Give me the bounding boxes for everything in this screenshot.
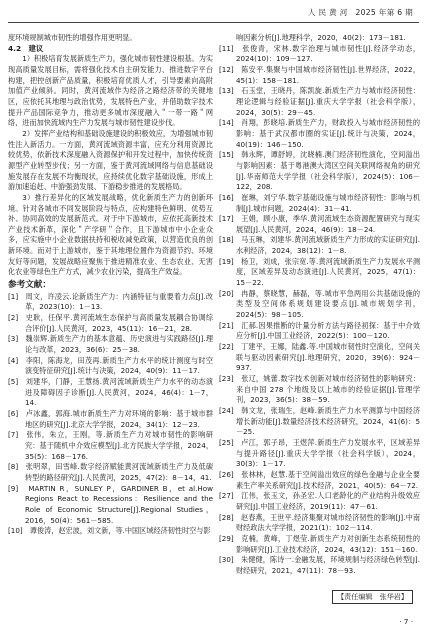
reference-item: [23] 张辽，姚蕾.数字技术创新对城市经济韧性的影响研究：来自中国 278 个地级及以上城市的经验证据[J].管理学刊，2023，36(5)：38－59.: [219, 374, 420, 405]
reference-item: [26] 张林林，赵慧.基于空间溢出效应的绿色金融与企业全要素生产率关系研究[J].技术经济，2021，40(5)：64－72.: [219, 469, 420, 490]
journal-header: 人 民 黄 河 2025 年第 6 期: [307, 8, 413, 17]
reference-item: [8] 张明翠，田雪峰.数字经济赋能黄河流域新质生产力及低碳转型的路径研究[J].人民黄河，2025，47(2)：8－14，41.: [8, 462, 213, 482]
reference-item: [21] 汇郝.因果推断的计量分析方法与路径初探：基于中介效应分析[J].中国工业经济，2022(5)：100－120.: [219, 320, 420, 341]
reference-item: [15] 韩永辉，谭舒婷，沈晓楠.澳门经济韧性演化，空间溢出与影响因素：基于粤港澳大湾区空间关联网络视角的研究[J].华南师范大学学报（社会科学版），2024(5)：106－122，208.: [219, 150, 420, 192]
suggestion-paragraph-3: 3）推行差异化的区域发展战略，优化新质生产力的创新环境。针对各城市不同发展阶段与特点，应构建特色鲜明、优势互补、协同高效的发展新范式。对于中下游城市，应依托高新技术产业技术新革，深化＂产学研＂合作，且下游城市中小企业众多，应实施中小企业数据扶持和税收减免政策，以营造优良的创新环境。而对于上游城市，鉴于其地理位置作为资源节约、环境友好等问题，发展战略应聚焦于推进精准农业、生态农业、无害化农业等绿色生产方式，减少农业污染，提高生产效益。: [8, 192, 213, 277]
reference-item: [18] 马玉琳，刘建华.黄河流域新质生产力形成的实证研究[J].水利经济，2024，38(12)：1－8.: [219, 235, 420, 256]
reference-item: [6] 卢冰鑫，郭海.城市新质生产力对环境的影响：基于城市群地区的研究[J].北京大学学报，2024，34(1)：12－23.: [8, 408, 213, 429]
reference-item: [16] 崔琳，刘宁华.数字基础设施与城市经济韧性：影响与机制[J].城市问题，2024(4)：31－41.: [219, 192, 420, 213]
reference-continuation: 响因素分析[J].地理科学，2020，40(2)：173－181.: [236, 33, 406, 42]
reference-item: [19] 杨卫，刘成，张宗宽.等.黄河流域新质生产力发展水平测度，区域差异及动态演进[J].人民黄河，2025，47(1)：15－22.: [219, 256, 420, 288]
reference-item: [24] 韩文龙，张瑞生，赵峰.新质生产力水平测算与中国经济增长新动能[J].数量经济技术经济研究，2024，41(6)：5－25.: [219, 405, 420, 437]
reference-item: [29] 克楠，黄峰，丁煜莹.新质生产力对创新生态系统韧性的影响研究[J].工业技术经济，2024，43(12)：151－160.: [219, 533, 420, 554]
reference-item: [2] 史耿，任保平.黄河流域生态保护与高质量发展耦合协调综合评价[J].人民黄河，2023，45(11)：16－21，28.: [8, 313, 213, 333]
right-column: [219, 33, 420, 576]
reference-item: [3] 魏崇辉.新质生产力的基本意蕴、历史演进与实践路径[J].理论与改革，2023，36(6)：25－38.: [8, 334, 213, 355]
page-number: · 7 ·: [399, 617, 413, 626]
editor-credit: 【责任编辑 张华岩】: [332, 590, 413, 604]
reference-item: [9] MARTIN R，SUNLEY P，GARDINER B，et al.How Regions React to Recessions：Resilience and the Role of Economic Structure[J].Regional Studies，2016，50(4)：561－585.: [8, 483, 213, 525]
reference-item: [17] 王娟，顾小康，季华.黄河流域生态资源配置研究与现实展望[J].人民黄河，2024，46(9)：18－24.: [219, 214, 420, 234]
reference-item: [25] 卢江，郭子昂，王煜萍.新质生产力发展水平，区域差异与提升路径[J].重庆大学学报（社会科学版），2024，30(3)：1－17.: [219, 437, 420, 469]
reference-item: [1] 周文，许凌云.论新质生产力：内涵特征与重要着力点[J].改革，2023(10)：1－13.: [8, 291, 213, 312]
reference-item: [12] 陈安平.集聚与中国城市经济韧性[J].世界经济，2022，45(1)：158－181.: [219, 64, 420, 85]
reference-item: [30] 朱健健，陈诗一.金融发展，环境规制与经济绿色转型[J].财经研究，2021，47(11)：78－93.: [219, 555, 420, 575]
reference-item: [20] 冉静，蔡晓慧，赫磊，等.城市平急两用公共基础设施的类型及空间体系规划建设要点[J].城市规划学刊，2024(5)：98－105.: [219, 288, 420, 320]
references-heading: 参考文献：: [8, 280, 51, 291]
reference-item: [4] 李阳，陈海龙，田茂再.新质生产力水平的统计测度与时空演变特征研究[J].统计与决策，2024，40(9)：11－17.: [8, 355, 213, 376]
left-column: [8, 33, 213, 537]
reference-item: [5] 刘建华，门静，王慧扬.黄河流域新质生产力水平的动态演进及障碍因子诊断[J].人民黄河，2024，46(4)：1－7，14.: [8, 377, 213, 408]
reference-item: [7] 张伟，朱立，王刚，等.新质生产力对城市韧性的影响研究：基于随机中介效应模型[J].北方民族大学学报，2024，35(5)：168－176.: [8, 430, 213, 461]
reference-item: [27] 江伟，张玉文，孙圣宏.人口老龄化的产业结构升级效应研究[J].中国工业经济，2019(11)：47－61.: [219, 491, 420, 511]
reference-item: [10] 谭俊涛，赵宏波，刘文新，等.中国区域经济韧性时空与影: [8, 526, 211, 536]
reference-item: [13] 石玉堂，王晓丹，陈凯旋.新质生产力与城市经济韧性：理论逻辑与经验证据[J].重庆大学学报（社会科学版），2024，30(5)：29－45.: [219, 86, 420, 117]
reference-item: [22] 丁建平，王娜，陆鑫.等.中国城市韧性时空演化，空间关联与驱动因素研究[J].地理研究，2020，39(6)：924－937.: [219, 342, 420, 373]
section-heading: 4.2 建议: [8, 43, 44, 53]
reference-item: [14] 肖翔，彭晓培.新质生产力，财政投入与城市经济韧性的影响：基于武汉都市圈的实证[J].统计与决策，2024，40(19)：146－150.: [219, 118, 420, 149]
reference-item: [28] 赵春燕，王世平.经济集聚对城市经济韧性的影响[J].中南财经政法大学学报，2021(1)：102－114.: [219, 512, 420, 533]
paragraph-continuation: 度环境规制城市韧性的增强作用更明显。: [8, 33, 137, 42]
page-header: [0, 0, 427, 24]
suggestion-paragraph-1: 1）积极培育发展新质生产力，强化城市韧性建设根基。为实现高质量发展目标，需将强化技术自主研发能力、推进数字平台构建，把控创新产品质量，积极培育优质人才，引导要素向高附加值产业倾斜。同时，黄河流域作为经济之路经济带的关键地区，应依托其地理与政治优势，发展特色产业，并借助数字技术提升产品国际竞争力，推动更多城市深度融入＂一带一路＂网络，进而加快流域内生产力发展与城市韧性建设步伐。: [8, 54, 213, 128]
suggestion-paragraph-2: 2）发挥产业结构和基础设施建设的积极效应，为增强城市韧性注入新活力。一方面，黄河流域资源丰富，应充分利用资源比较优势，依新技术深度融入资源保护和开发过程中，加快传统资源型产业转型步伐；另一方面，鉴于黄河流域网络与信息基础设施发展存在发展不均衡现状，应持续优化数字基础设施，形成上游加速追赶、中游强劲发展、下游稳步推进的发展格局。: [8, 128, 213, 192]
header-rule: [8, 22, 419, 23]
reference-item: [11] 张俊青，宋林.数字治理与城市韧性[J].经济学动态，2024(10)：109－127.: [219, 43, 420, 64]
